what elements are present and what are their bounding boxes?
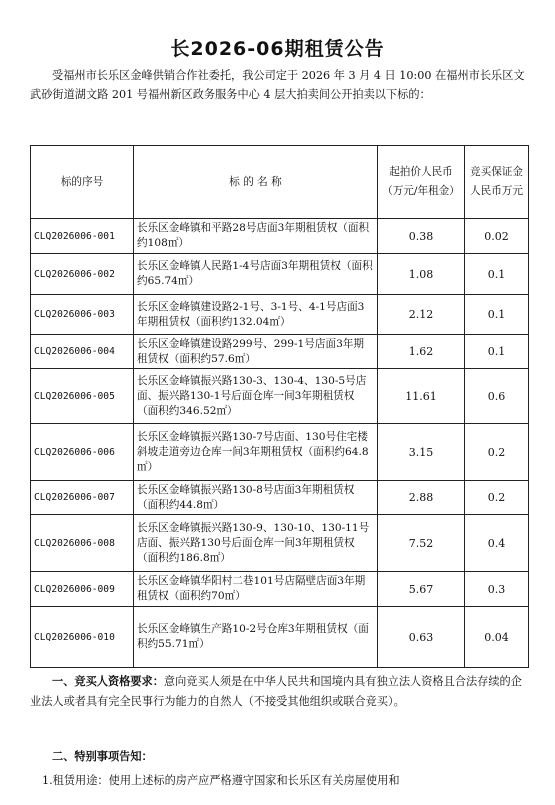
cell-start-price: 5.67	[378, 572, 465, 607]
table-row	[31, 369, 529, 424]
cell-lot-name: 长乐区金峰镇和平路28号店面3年期租赁权（面积约108㎡）	[134, 219, 378, 254]
section-qualification	[30, 672, 530, 712]
cell-lot-name: 长乐区金峰镇华阳村二巷101号店隔壁店面3年期租赁权（面积约70㎡）	[134, 572, 378, 607]
table-row	[31, 481, 529, 515]
page-title: 长2026-06期租赁公告	[170, 38, 385, 60]
section-lease-purpose-heading: 1.租赁用途：	[42, 774, 109, 787]
cell-start-price: 1.62	[378, 335, 465, 369]
section-lease-purpose-body: 使用上述标的房产应严格遵守国家和长乐区有关房屋使用和	[108, 774, 400, 787]
cell-lot-name: 长乐区金峰镇振兴路130-8号店面3年期租赁权（面积约44.8㎡）	[134, 481, 378, 515]
cell-lot-id: CLQ2026006-002	[31, 254, 134, 295]
cell-lot-id: CLQ2026006-008	[31, 515, 134, 572]
cell-deposit: 0.3	[465, 572, 529, 607]
cell-deposit: 0.02	[465, 219, 529, 254]
lots-table	[30, 145, 529, 668]
cell-deposit: 0.2	[465, 424, 529, 481]
section-special-notice	[30, 747, 530, 767]
cell-start-price: 0.38	[378, 219, 465, 254]
table-row	[31, 335, 529, 369]
cell-lot-id: CLQ2026006-009	[31, 572, 134, 607]
cell-start-price: 1.08	[378, 254, 465, 295]
cell-deposit: 0.6	[465, 369, 529, 424]
section-special-notice-heading: 二、特别事项告知：	[52, 750, 153, 763]
table-row	[31, 424, 529, 481]
cell-lot-id: CLQ2026006-006	[31, 424, 134, 481]
cell-lot-name: 长乐区金峰镇生产路10-2号仓库3年期租赁权（面积约55.71㎡）	[134, 607, 378, 668]
cell-lot-name: 长乐区金峰镇振兴路130-7号店面、130号住宅楼斜坡走道旁边仓库一间3年期租赁权（面积约64.8㎡）	[134, 424, 378, 481]
header-deposit: 竞买保证金人民币万元	[465, 146, 529, 219]
cell-lot-name: 长乐区金峰镇建设路2-1号、3-1号、4-1号店面3年期租赁权（面积约132.04㎡）	[134, 295, 378, 335]
header-name: 标 的 名 称	[134, 146, 378, 219]
cell-deposit: 0.04	[465, 607, 529, 668]
table-row	[31, 295, 529, 335]
table-row	[31, 607, 529, 668]
cell-lot-id: CLQ2026006-001	[31, 219, 134, 254]
cell-start-price: 0.63	[378, 607, 465, 668]
cell-start-price: 3.15	[378, 424, 465, 481]
cell-lot-id: CLQ2026006-010	[31, 607, 134, 668]
cell-start-price: 11.61	[378, 369, 465, 424]
cell-start-price: 2.12	[378, 295, 465, 335]
cell-start-price: 7.52	[378, 515, 465, 572]
section-lease-purpose	[30, 771, 530, 791]
cell-lot-id: CLQ2026006-005	[31, 369, 134, 424]
cell-start-price: 2.88	[378, 481, 465, 515]
cell-deposit: 0.1	[465, 335, 529, 369]
cell-deposit: 0.1	[465, 254, 529, 295]
table-row	[31, 254, 529, 295]
cell-deposit: 0.2	[465, 481, 529, 515]
table-row	[31, 219, 529, 254]
cell-deposit: 0.1	[465, 295, 529, 335]
cell-lot-name: 长乐区金峰镇振兴路130-3、130-4、130-5号店面、振兴路130-1号后面仓库一间3年期租赁权（面积约346.52㎡）	[134, 369, 378, 424]
section-qualification-heading: 一、竞买人资格要求：	[52, 675, 164, 688]
cell-lot-name: 长乐区金峰镇建设路299号、299-1号店面3年期租赁权（面积约57.6㎡）	[134, 335, 378, 369]
table-row	[31, 515, 529, 572]
intro-paragraph: 受福州市长乐区金峰供销合作社委托，我公司定于 2026 年 3 月 4 日 10:00 在福州市长乐区文武砂街道湖文路 201 号福州新区政务服务中心 4 层大拍卖间公开拍卖以下标的：	[30, 69, 525, 101]
table-header-row	[31, 146, 529, 219]
cell-lot-id: CLQ2026006-007	[31, 481, 134, 515]
section-qualification-body: 意向竞买人须是在中华人民共和国境内具有独立法人资格且合法存续的企业法人或者具有完全民事行为能力的自然人（不接受其他组织或联合竞买）。	[30, 675, 522, 708]
cell-lot-name: 长乐区金峰镇振兴路130-9、130-10、130-11号店面、振兴路130号后面仓库一间3年期租赁权（面积约186.8㎡）	[134, 515, 378, 572]
cell-lot-name: 长乐区金峰镇人民路1-4号店面3年期租赁权（面积约65.74㎡）	[134, 254, 378, 295]
cell-lot-id: CLQ2026006-004	[31, 335, 134, 369]
cell-deposit: 0.4	[465, 515, 529, 572]
cell-lot-id: CLQ2026006-003	[31, 295, 134, 335]
header-id: 标的序号	[31, 146, 134, 219]
table-row	[31, 572, 529, 607]
header-price: 起拍价人民币（万元/年租金）	[378, 146, 465, 219]
